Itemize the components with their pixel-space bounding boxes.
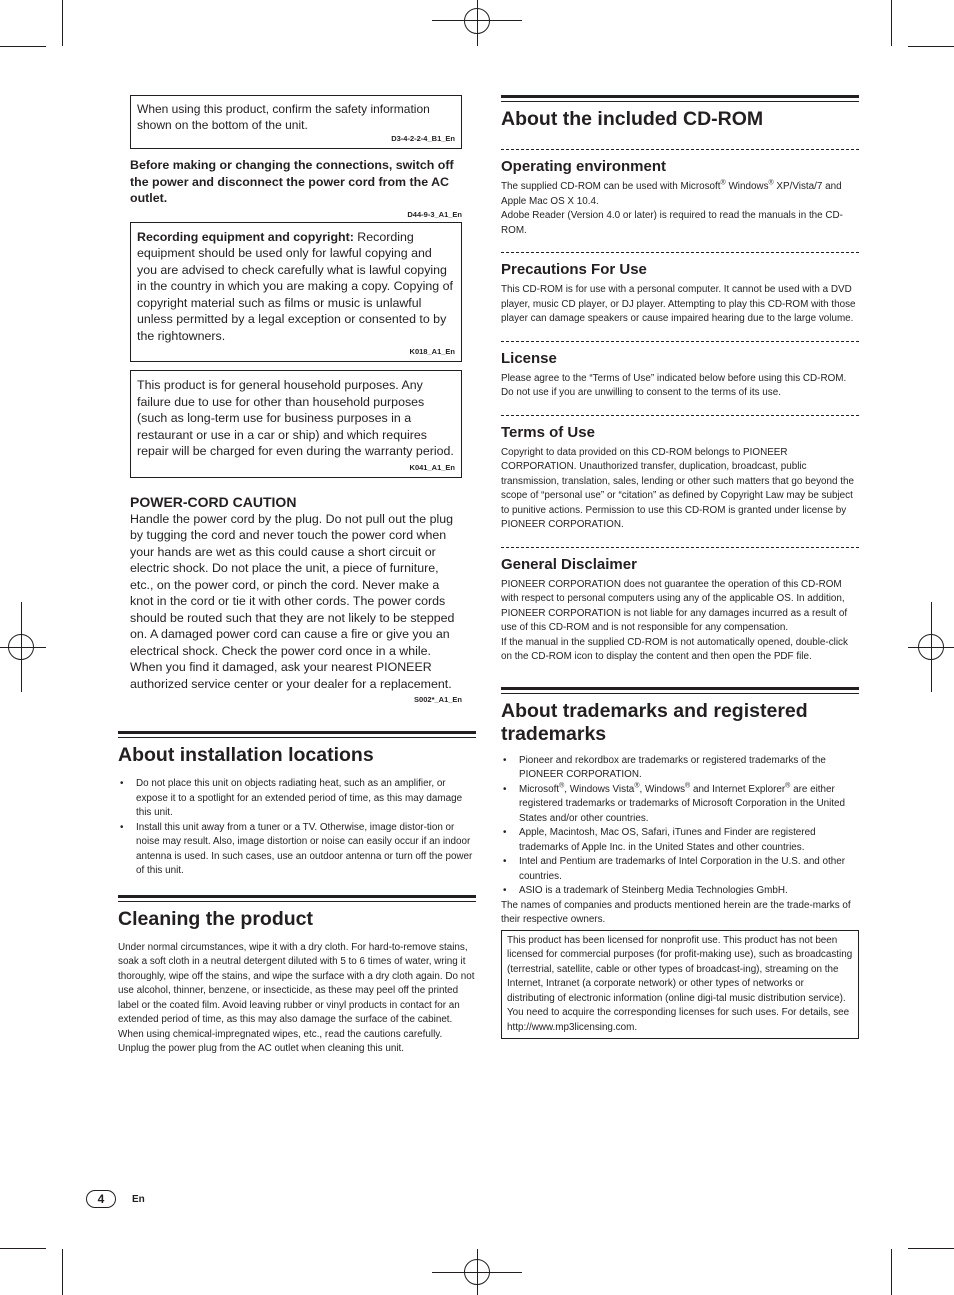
disclaimer-title: General Disclaimer [501, 555, 637, 573]
cleaning-section [118, 895, 476, 1057]
trademarks-note: The names of companies and products mentioned herein are the trade-marks of their respective owners. [501, 899, 851, 925]
precautions-text: This CD-ROM is for use with a personal computer. It cannot be used with a DVD player, music CD player, or DJ player. Attempting to play this CD-ROM with those player can damage speakers or cause impaired hearing due to the large volume. [501, 284, 856, 324]
disclaimer-text: PIONEER CORPORATION does not guarantee the operation of this CD-ROM with respect to personal computers using any of the applicable OS. In addition, PIONEER CORPORATION is not liable for any damages incurred as a result of use of this CD-ROM and is not responsible for any compensation. [501, 578, 848, 633]
cleaning-text: Under normal circumstances, wipe it with a dry cloth. For hard-to-remove stains, soak a soft cloth in a neutral detergent diluted with 5 to 6 times of water, wring it thoroughly, wipe off the stains, and wipe the surface with a dry cloth again. Do not use alcohol, thinner, benzene, or insecticide, as these may peel off the printed label or the coated film. Avoid leaving rubber or vinyl products in contact for an extended period of time, as this may also damage the surface of the cabinet. When using chemical-impregnated wipes, etc., read the cautions carefully. [118, 941, 475, 1040]
left-column [118, 95, 476, 1057]
connections-warning: Before making or changing the connections, switch off the power and disconnect the power cord from the AC outlet. [130, 158, 454, 205]
trademarks-list [501, 754, 859, 899]
terms-title: Terms of Use [501, 423, 595, 441]
terms-text: Copyright to data provided on this CD-ROM belongs to PIONEER CORPORATION. Unauthorized transfer, duplication, broadcast, public transmission, translation, sales, lending or other such matters that go beyond the scope of “personal use” or “citation” as defined by Copyright Law may be subject to punitive actions. Permission to use this CD-ROM is granted under license by PIONEER CORPORATION. [501, 446, 854, 530]
divider [501, 341, 859, 342]
divider [501, 149, 859, 150]
license-title: License [501, 349, 557, 367]
cdrom-section [501, 95, 859, 131]
list-item: • Do not place this unit on objects radiating heat, such as an amplifier, or expose it to a spotlight for an extended period of time, as this may damage this unit. [118, 777, 476, 821]
page-number: 4 [86, 1190, 116, 1208]
right-column [501, 95, 859, 1039]
list-item: • Install this unit away from a tuner or a TV. Otherwise, image distor-tion or noise may result. Also, image distortion or noise can easily occur if an indoor antenna is used. In such cases, use an outdoor antenna or turn off the power of this unit. [118, 821, 476, 879]
power-cord-text: Handle the power cord by the plug. Do not pull out the plug by tugging the cord and never touch the power cord when your hands are wet as this could cause a short circuit or electric shock. Do not place the unit, a piece of furniture, etc., on the power cord, or pinch the cord. Never make a knot in the cord or tie it with other cords. The power cords should be routed such that they are not likely to be stepped on. A damaged power cord can cause a fire or give you an electrical shock. Check the power cord once in a while. When you find it damaged, ask your nearest PIONEER authorized service center or your dealer for a replacement. [130, 511, 455, 691]
list-item: • Apple, Macintosh, Mac OS, Safari, iTunes and Finder are registered trademarks of Apple Inc. in the United States and other countries. [501, 826, 859, 855]
language-label: En [132, 1194, 145, 1205]
divider [501, 547, 859, 548]
disclaimer-pdf-text: If the manual in the supplied CD-ROM is not automatically opened, double-click on the CD-ROM icon to display the content and then open the PDF file. [501, 636, 848, 662]
recording-text: Recording equipment should be used only for lawful copying and you are advised to check carefully what is lawful copying in the country in which you are making a copy. Copying of copyright material such as films or music is unlawful unless permitted by a legal exception or consented to by the rightowners. [137, 229, 453, 343]
cdrom-title: About the included CD-ROM [501, 108, 764, 130]
household-box [130, 370, 462, 478]
divider [501, 252, 859, 253]
power-cord-code: S002*_A1_En [414, 695, 462, 704]
recording-copyright-box [130, 222, 462, 363]
operating-text: The supplied CD-ROM can be used with Microsoft® Windows® XP/Vista/7 and Apple Mac OS X 10.4. [501, 179, 842, 207]
mp3-license-box: This product has been licensed for nonprofit use. This product has not been licensed for commercial purposes (for profit-making use), such as broadcasting (terrestrial, satellite, cable or other types of broadcast-ing), streaming on the Internet, Intranet (a corporate network) or other types of networks or distributing of electronic information (online digi-tal music distribution service). You need to acquire the corresponding licenses for such uses. For details, see http://www.mp3licensing.com. [501, 930, 859, 1040]
connections-code: D44-9-3_A1_En [407, 209, 462, 219]
operating-adobe-text: Adobe Reader (Version 4.0 or later) is required to read the manuals in the CD-ROM. [501, 210, 843, 236]
trademarks-section [501, 687, 859, 1040]
recording-code: K018_A1_En [409, 347, 455, 356]
cleaning-title: Cleaning the product [118, 907, 313, 930]
installation-list [118, 777, 476, 879]
safety-info-text: When using this product, confirm the safety information shown on the bottom of the unit. [137, 102, 430, 132]
license-text: Please agree to the “Terms of Use” indicated below before using this CD-ROM. Do not use if you are unwilling to consent to the terms of its use. [501, 372, 847, 398]
safety-info-code: D3-4-2-2-4_B1_En [391, 134, 455, 143]
operating-title: Operating environment [501, 158, 667, 175]
recording-lead: Recording equipment and copyright: [137, 229, 354, 244]
list-item: • Pioneer and rekordbox are trademarks or registered trademarks of the PIONEER CORPORATION. [501, 754, 859, 783]
installation-section [118, 731, 476, 879]
trademarks-title: About trademarks and registered trademarks [501, 699, 808, 745]
precautions-title: Precautions For Use [501, 261, 647, 278]
divider [501, 415, 859, 416]
safety-info-box [130, 95, 462, 149]
household-text: This product is for general household purposes. Any failure due to use for other than household purposes (such as long-term use for business purposes in a restaurant or use in a car or ship) and which requires repair will be charged for even during the warranty period. [137, 378, 454, 458]
list-item: • Microsoft®, Windows Vista®, Windows® and Internet Explorer® are either registered trademarks or trademarks of Microsoft Corporation in the United States and/or other countries. [501, 783, 859, 827]
list-item: • ASIO is a trademark of Steinberg Media Technologies GmbH. [501, 884, 859, 899]
cleaning-unplug-text: Unplug the power plug from the AC outlet when cleaning this unit. [118, 1043, 404, 1054]
household-code: K041_A1_En [409, 462, 455, 472]
list-item: • Intel and Pentium are trademarks of Intel Corporation in the U.S. and other countries. [501, 855, 859, 884]
power-cord-title: POWER-CORD CAUTION [130, 493, 297, 510]
installation-title: About installation locations [118, 744, 374, 766]
